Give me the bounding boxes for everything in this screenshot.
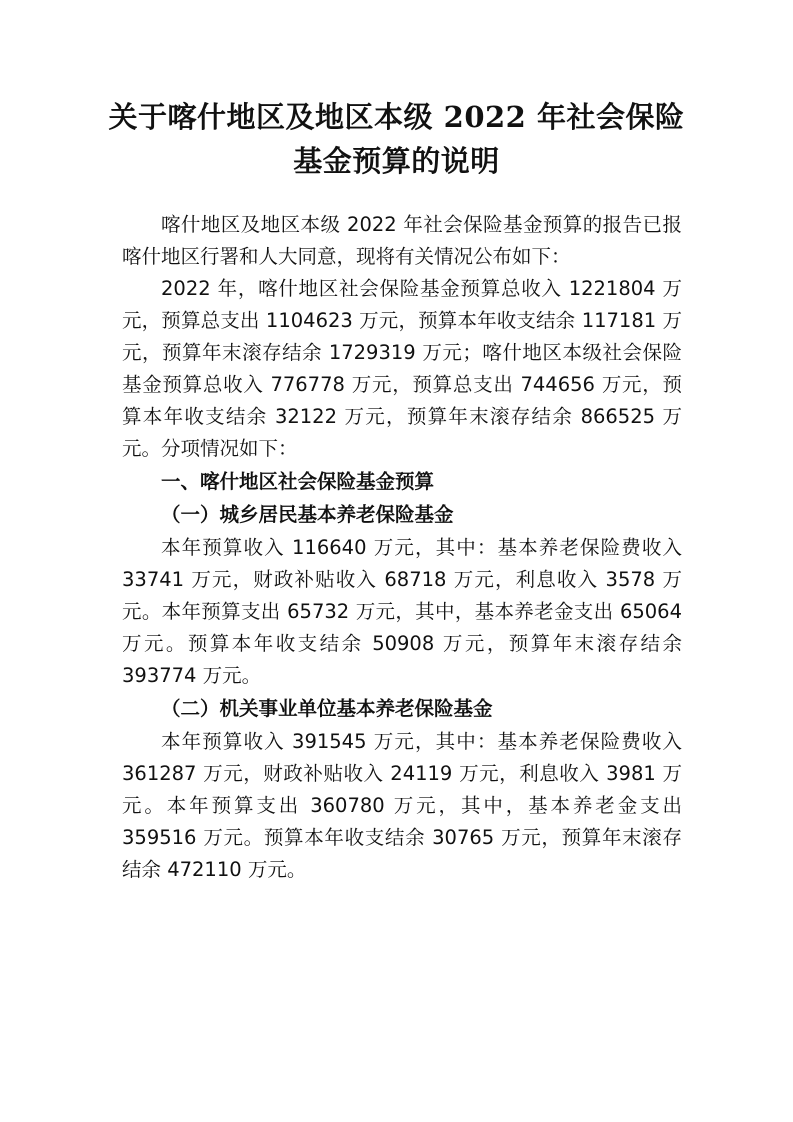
subsection-2-paragraph: 本年预算收入 391545 万元，其中：基本养老保险费收入 361287 万元，财政补贴收入 24119 万元，利息收入 3981 万元。本年预算支出 360780 万元，其中，基本养老金支出 359516 万元。预算本年收支结余 30765 万元，预算年末滚存结余 472110 万元。: [122, 730, 682, 881]
subsection-1-paragraph: 本年预算收入 116640 万元，其中：基本养老保险费收入 33741 万元，财政补贴收入 68718 万元，利息收入 3578 万元。本年预算支出 65732 万元，其中，基本养老金支出 65064 万元。预算本年收支结余 50908 万元，预算年末滚存结余 393774 万元。: [122, 536, 682, 687]
intro-paragraph: 喀什地区及地区本级 2022 年社会保险基金预算的报告已报喀什地区行署和人大同意，现将有关情况公布如下：: [122, 213, 682, 268]
summary-paragraph: 2022 年，喀什地区社会保险基金预算总收入 1221804 万元，预算总支出 1104623 万元，预算本年收支结余 117181 万元，预算年末滚存结余 1729319 万元；喀什地区本级社会保险基金预算总收入 776778 万元，预算总支出 744656 万元，预算本年收支结余 32122 万元，预算年末滚存结余 866525 万元。分项情况如下：: [122, 277, 682, 460]
document-title-line-2: 基金预算的说明: [293, 144, 500, 178]
document-title-line-1: 关于喀什地区及地区本级 2022 年社会保险: [108, 100, 685, 134]
section-1-heading: 一、喀什地区社会保险基金预算: [161, 470, 435, 493]
document-body: [122, 209, 682, 886]
subsection-2-heading: （二）机关事业单位基本养老保险基金: [161, 697, 493, 720]
subsection-1-heading: （一）城乡居民基本养老保险基金: [161, 503, 454, 526]
